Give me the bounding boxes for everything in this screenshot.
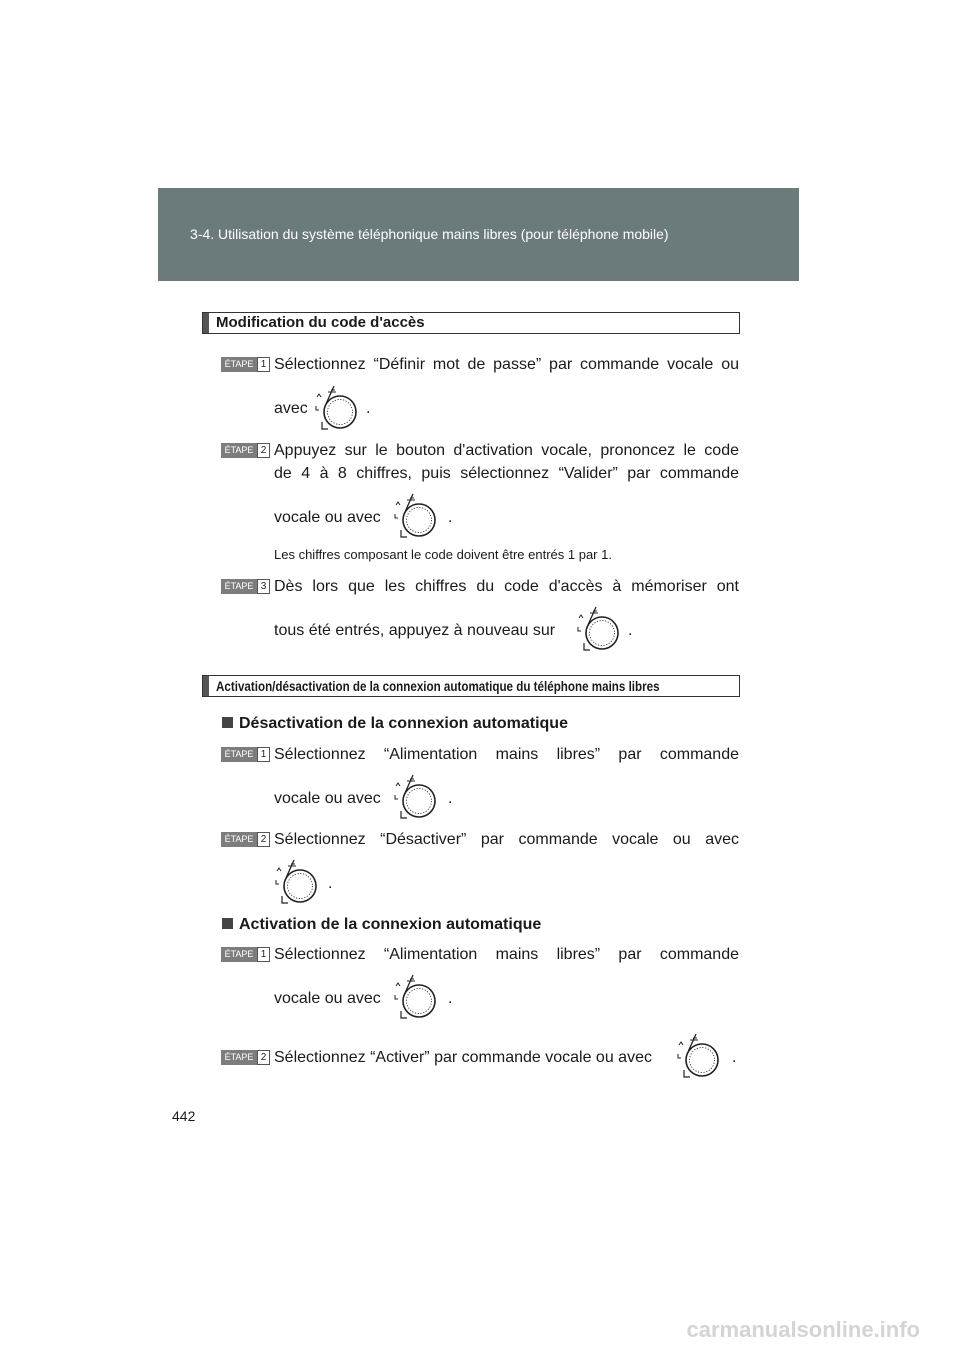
step-badge: ÉTAPE 1 [221,747,270,762]
chapter-title: 3-4. Utilisation du système téléphonique mains libres (pour téléphone mobile) [190,226,669,242]
step-text: Appuyez sur le bouton d'activation vocale, prononcez le code [274,442,739,459]
control-knob-icon [393,973,437,1021]
section-title-marker [203,676,209,696]
section-title-access-code [202,312,740,334]
step-text: Sélectionnez “Alimentation mains libres” par commande [274,746,739,763]
control-knob-icon [576,605,620,653]
step-note: Les chiffres composant le code doivent être entrés 1 par 1. [274,547,612,562]
section-title-marker [203,313,209,333]
control-knob-icon [274,858,318,906]
control-knob-icon [314,384,358,432]
step-period: . [732,1049,737,1066]
step-text: Sélectionnez “Alimentation mains libres” par commande [274,946,739,963]
step-period: . [448,509,453,526]
step-text: Sélectionnez “Activer” par commande vocale ou avec [274,1049,652,1066]
step-text: vocale ou avec [274,509,381,526]
square-bullet-icon [222,918,233,929]
control-knob-icon [393,773,437,821]
square-bullet-icon [222,717,233,728]
page-number: 442 [172,1108,196,1124]
subsection-title: Activation de la connexion automatique [222,916,541,934]
step-period: . [448,990,453,1007]
control-knob-icon [676,1032,720,1080]
section-title-text: Modification du code d'accès [216,314,425,331]
step-text: Sélectionnez “Définir mot de passe” par commande vocale ou [274,356,739,373]
step-badge: ÉTAPE 3 [221,579,270,594]
step-period: . [448,790,453,807]
watermark: carmanualsonline.info [686,1317,920,1342]
control-knob-icon [393,492,437,540]
subsection-title: Désactivation de la connexion automatique [222,715,568,733]
step-text: Sélectionnez “Désactiver” par commande vocale ou avec [274,831,739,848]
step-badge: ÉTAPE 2 [221,1050,270,1065]
step-text: avec [274,400,308,417]
section-title-text: Activation/désactivation de la connexion automatique du téléphone mains libres [216,678,660,694]
chapter-header [158,188,799,281]
step-text: Dès lors que les chiffres du code d'accès à mémoriser ont [274,578,739,595]
step-period: . [328,875,333,892]
step-text: vocale ou avec [274,990,381,1007]
step-text: tous été entrés, appuyez à nouveau sur [274,622,556,639]
section-title-auto-connect [202,675,740,697]
step-period: . [366,400,371,417]
step-text: de 4 à 8 chiffres, puis sélectionnez “Valider” par commande [274,465,739,482]
step-period: . [628,622,633,639]
step-badge: ÉTAPE 1 [221,357,270,372]
step-badge: ÉTAPE 2 [221,832,270,847]
step-text: vocale ou avec [274,790,381,807]
step-badge: ÉTAPE 1 [221,947,270,962]
step-badge: ÉTAPE 2 [221,443,270,458]
